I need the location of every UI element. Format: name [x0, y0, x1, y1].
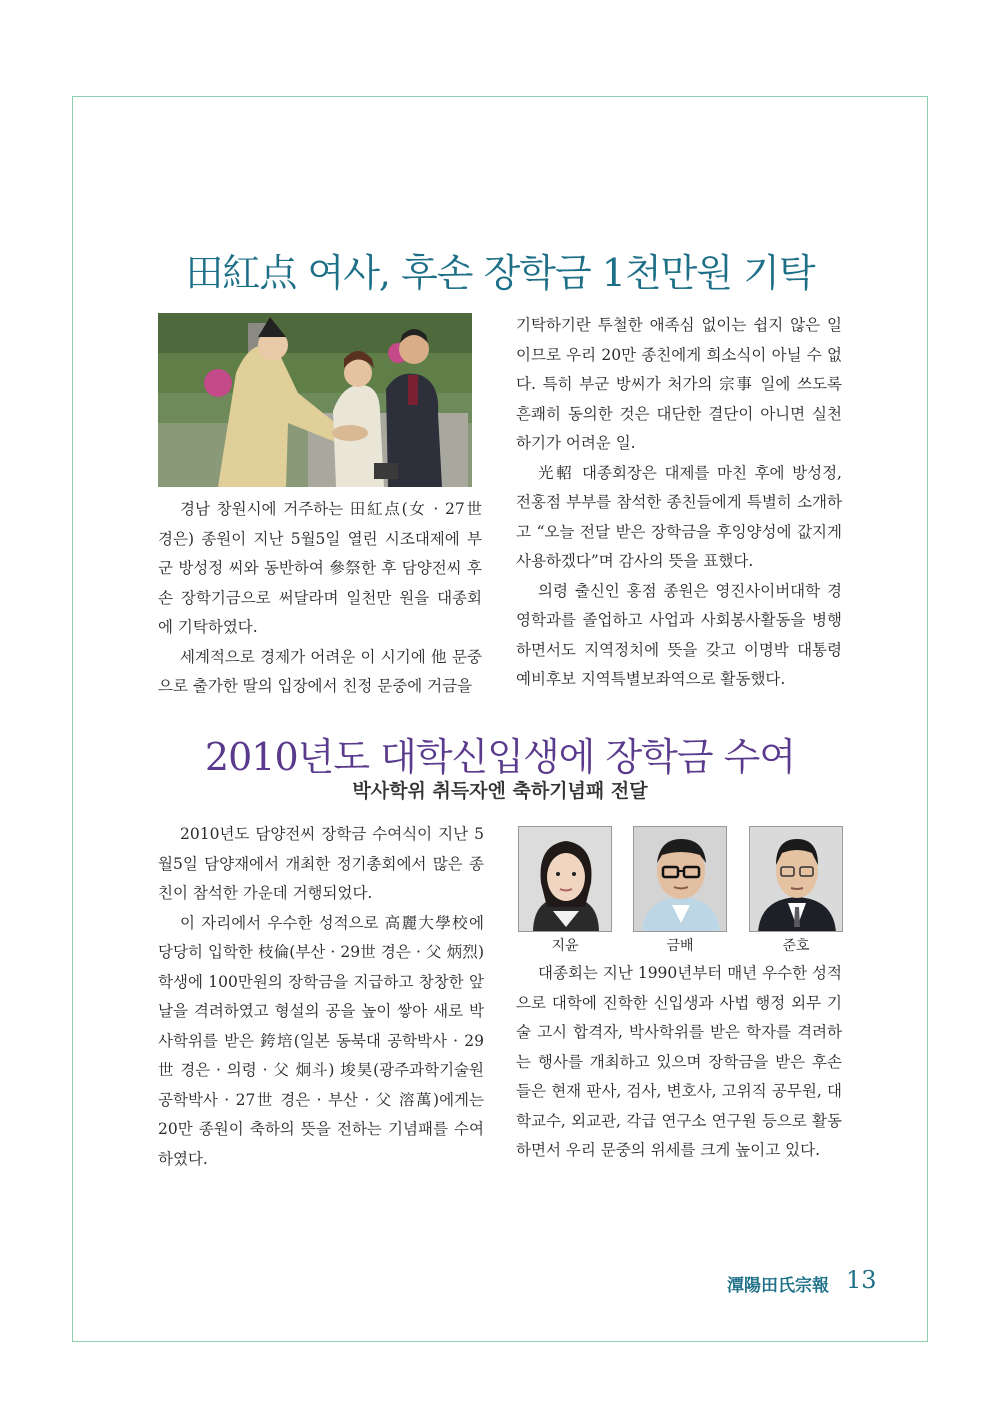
- ceremony-photo: [158, 313, 472, 487]
- paragraph: 이 자리에서 우수한 성적으로 高麗大學校에 당당히 입학한 枝倫(부산 · 29世 경은 · 父 炳烈)학생에 100만원의 장학금을 지급하고 창창한 앞날을 격려하였고 형설의 공을 높이 쌓아 새로 박사학위를 받은 銙培(일본 동북대 공학박사 · 29世 경은 · 의령 · 父 炯斗) 埈昊(광주과학기술원 공학박사 · 27世 경은 · 부산 · 父 溶萬)에게는 20만 종원이 축하의 뜻을 전하는 기념패를 수여하였다.: [158, 913, 484, 1168]
- article2-column-right: [516, 959, 842, 1166]
- paragraph: 세계적으로 경제가 어려운 이 시기에 他 문중으로 출가한 딸의 입장에서 친정 문중에 거금을: [158, 647, 482, 695]
- page-number: 13: [846, 1266, 877, 1294]
- portrait-photo-junho: [749, 826, 843, 932]
- paragraph: 의령 출신인 홍점 종원은 영진사이버대학 경영학과를 졸업하고 사업과 사회봉사활동을 병행하면서도 지역정치에 뜻을 갖고 이명박 대통령 예비후보 지역특별보좌역으로 활동했다.: [516, 581, 842, 688]
- article1-column-right: [516, 311, 842, 695]
- paragraph: 光軺 대종회장은 대제를 마친 후에 방성정, 전홍점 부부를 참석한 종친들에게 특별히 소개하고 “오늘 전달 받은 장학금을 후잉양성에 값지게 사용하겠다”며 감사의 뜻을 표했다.: [516, 463, 842, 570]
- paragraph: 기탁하기란 투철한 애족심 없이는 쉽지 않은 일이므로 우리 20만 종친에게 희소식이 아닐 수 없다. 특히 부군 방씨가 처가의 宗事 일에 쓰도록 흔쾌히 동의한 것은 대단한 결단이 아니면 실천하기가 어려운 일.: [516, 316, 842, 452]
- article1-title: 田紅点 여사, 후손 장학금 1천만원 기탁: [185, 251, 815, 295]
- paragraph: 2010년도 담양전씨 장학금 수여식이 지난 5월5일 담양재에서 개최한 정기총회에서 많은 종친이 참석한 가운데 거행되었다.: [158, 825, 484, 902]
- portrait-photo-geumbae: [633, 826, 727, 932]
- article2-title: 2010년도 대학신입생에 장학금 수여: [204, 735, 796, 779]
- paragraph: 경남 창원시에 거주하는 田紅点(女 · 27世 경은) 종원이 지난 5월5일 열린 시조대제에 부군 방성정 씨와 동반하여 參祭한 후 담양전씨 후손 장학기금으로 써달라며 일천만 원을 대종회에 기탁하였다.: [158, 500, 482, 636]
- article2-column-left: [158, 820, 484, 1174]
- article2-subtitle: 박사학위 취득자엔 축하기념패 전달: [352, 780, 648, 802]
- portrait-caption: 금배: [666, 938, 694, 954]
- publication-name: 潭陽田氏宗報: [727, 1276, 829, 1296]
- portrait-photo-jiyun: [518, 826, 612, 932]
- paragraph: 대종회는 지난 1990년부터 매년 우수한 성적으로 대학에 진학한 신입생과 사법 행정 외무 기술 고시 합격자, 박사학위를 받은 학자를 격려하는 행사를 개최하고 있으며 장학금을 받은 후손들은 현재 판사, 검사, 변호사, 고위직 공무원, 대학교수, 외교관, 각급 연구소 연구원 등으로 활동하면서 우리 문중의 위세를 크게 높이고 있다.: [516, 964, 842, 1159]
- article1-column-left: [158, 495, 482, 702]
- portrait-caption: 지윤: [551, 938, 579, 954]
- portrait-caption: 준호: [782, 938, 810, 954]
